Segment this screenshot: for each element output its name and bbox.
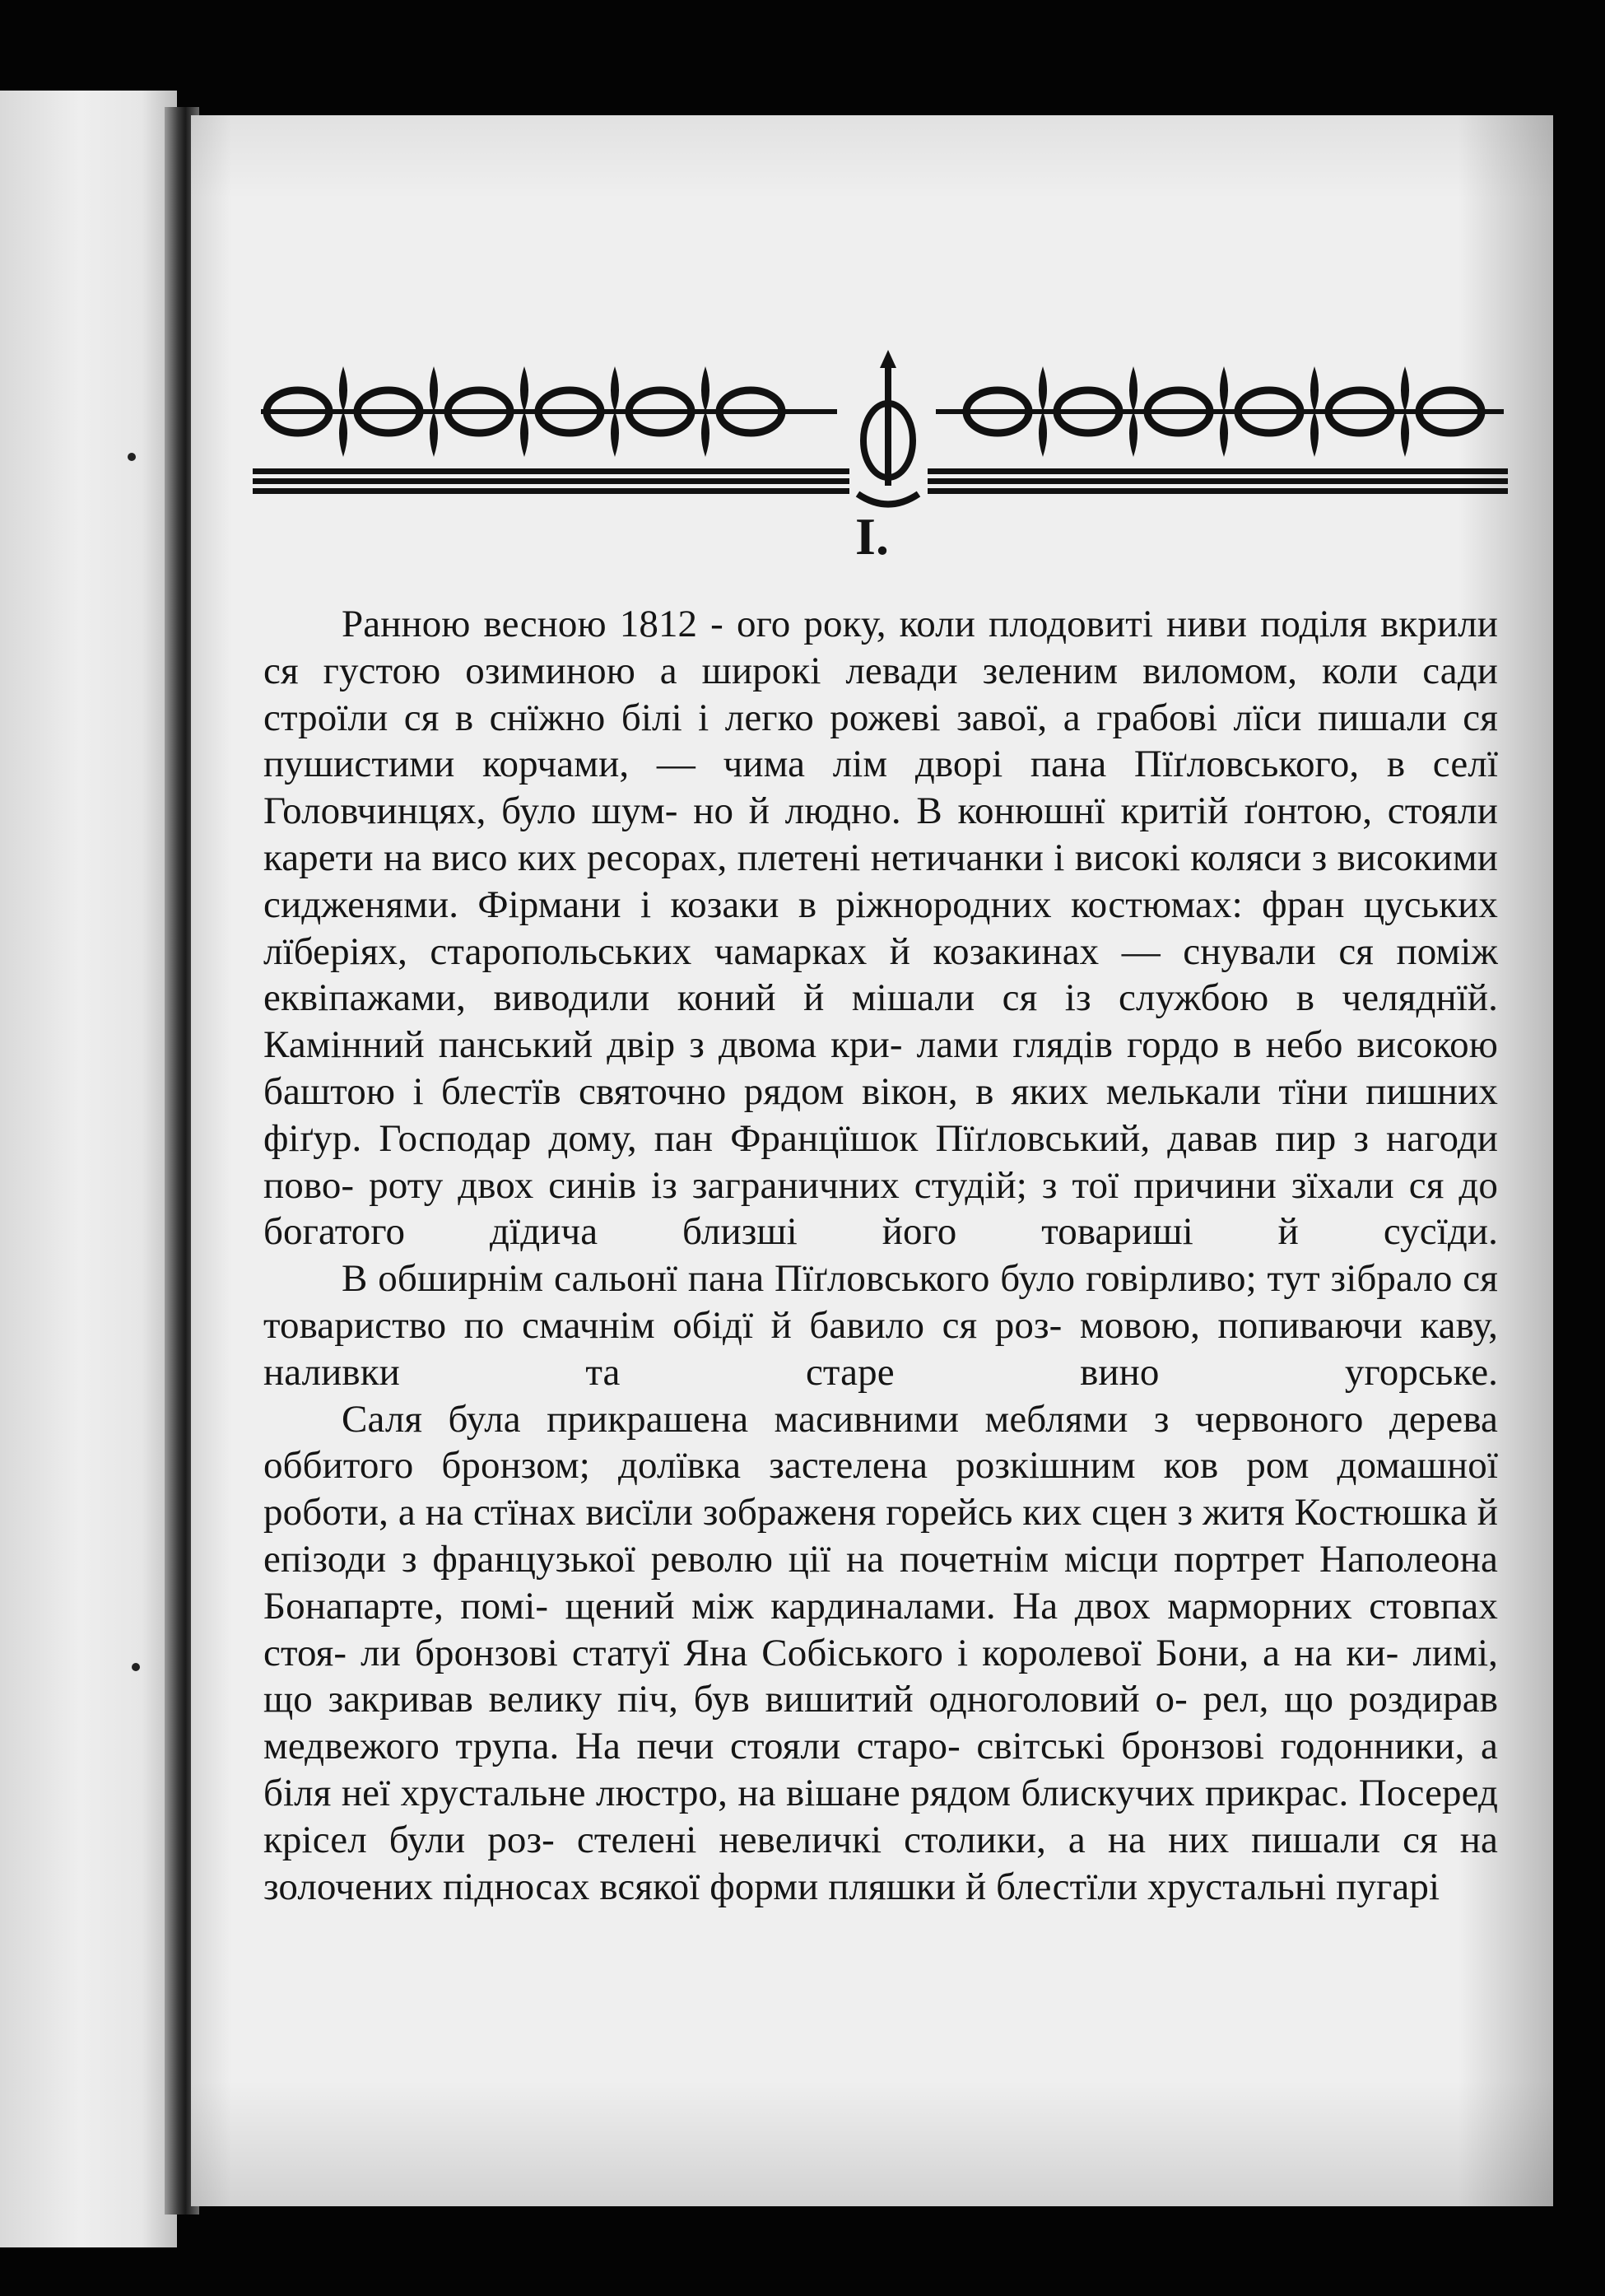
ornament-rule: [928, 478, 1508, 484]
ornament-rule: [928, 468, 1508, 474]
ornament-rule: [253, 478, 849, 484]
gutter-speck: [128, 453, 136, 461]
ornament-rule: [253, 488, 849, 494]
ornament-chain: [261, 409, 837, 414]
ornament-rule: [928, 488, 1508, 494]
ornament-rule: [253, 468, 849, 474]
body-text: [263, 601, 1498, 1910]
paragraph-3: Саля була прикрашена масивними меблями з червоного дерева оббитого бронзом; долївка застелена розкішним ков ром домашної роботи, а на стїнах висїли зображеня горейсь ких сцен з житя Костюшка й епізоди з французької револю ції на почетнім місци портрет Наполеона Бонапарте, помі- щений між кардиналами. На двох марморних стовпах стоя- ли бронзові статуї Яна Собіського і королевої Бони, а на ки- лимі, що закривав велику піч, був вишитий одноголовий о- рел, що роздирав медвежого трупа. На печи стояли старо- світські бронзові годонники, а біля неї хрустальне люстро, на вішане рядом блискучих прикрас. Посеред крісел були роз- стелені невеличкі столики, а на них пишали ся на золочених підносах всякої форми пляшки й блестїли хрустальні пугарі: [263, 1397, 1498, 1908]
paragraph-1: Ранною весною 1812 - ого року, коли плодовиті ниви поділя вкрили ся густою озиминою а широкі левади зеленим виломом, коли сади строїли ся в снїжно білі і легко рожеві завої, а грабові лїси пишали ся пушистими корчами, — чима лім дворі пана Пїґловського, в селї Головчинцях, було шум- но й людно. В конюшнї критій ґонтою, стояли карети на висо ких ресорах, плетені нетичанки і високі коляси з високими сидженями. Фірмани і козаки в ріжнородних костюмах: фран цуських лїберіях, старопольських чамарках й козакинах — снували ся поміж еквіпажами, виводили коний й мішали ся із службою в челяднїй. Камінний панський двір з двома кри- лами глядів гордо в небо високою баштою і блестїв святочно рядом вікон, в яких мелькали тїни пишних фіґур. Господар дому, пан Францїшок Пїґловський, давав пир з нагоди пово- роту двох синів із заграничних студій; з тої причини зїхали ся до богатого дїдича близші його товариші й сусїди.: [263, 603, 1498, 1254]
chapter-number: I.: [855, 507, 889, 566]
book-page: [191, 115, 1553, 2206]
gutter-speck: [132, 1663, 140, 1671]
previous-page-edge: [0, 91, 177, 2247]
central-emblem: [858, 358, 919, 505]
paragraph-2: В обширнім сальонї пана Пїґловського було говірливо; тут зібрало ся товариство по смачнім обідї й бавило ся роз- мовою, попиваючи каву, наливки та старе вино угорське.: [263, 1257, 1498, 1394]
